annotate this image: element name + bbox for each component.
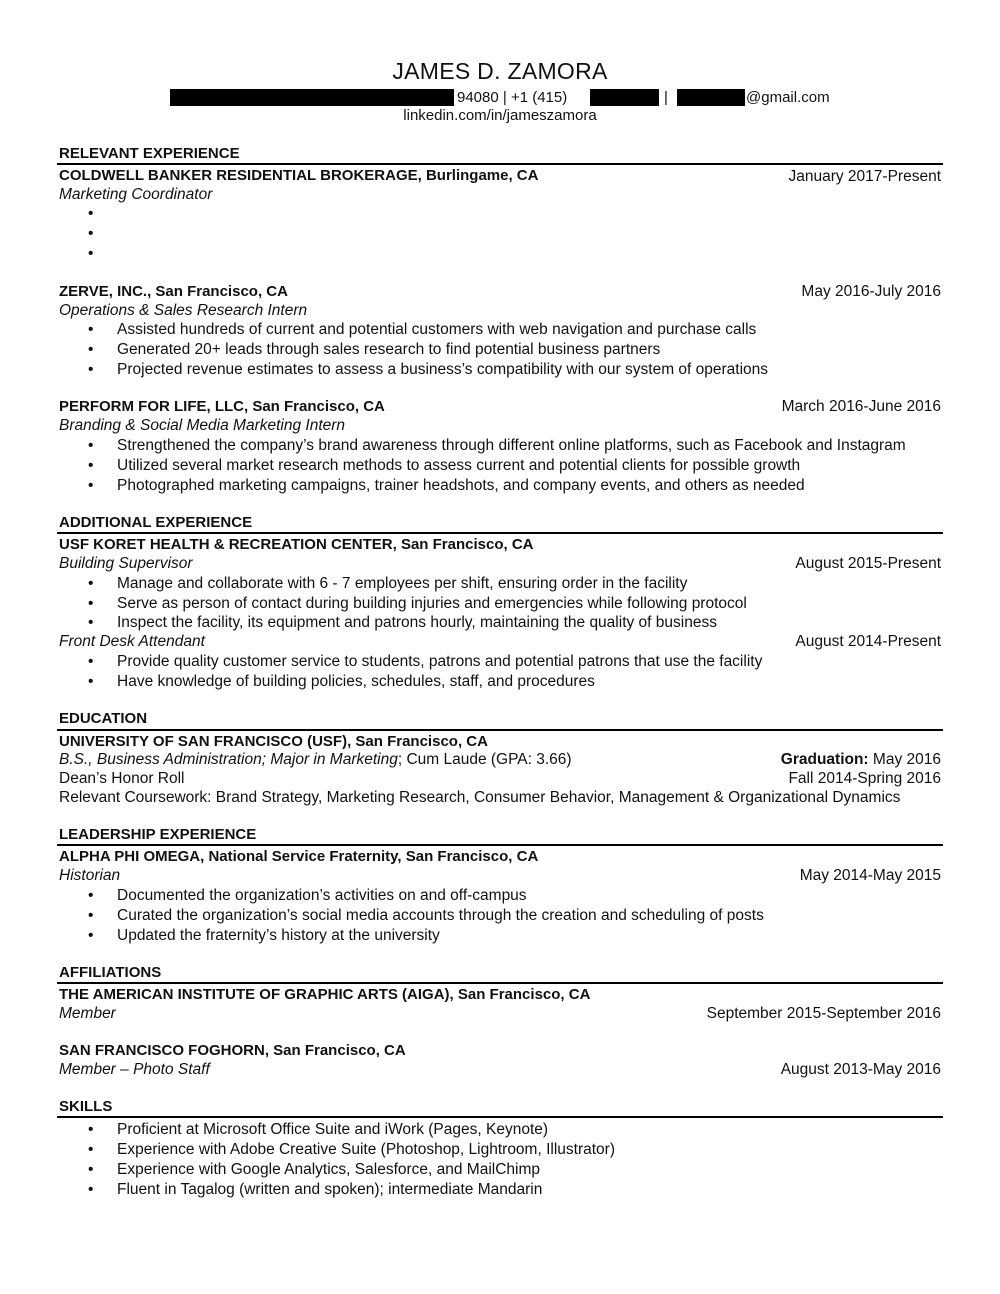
section-heading-additional: ADDITIONAL EXPERIENCE	[59, 514, 253, 531]
section-heading-leadership: LEADERSHIP EXPERIENCE	[59, 826, 257, 843]
list-item: Documented the organization’s activities on and off-campus	[117, 887, 527, 904]
section-divider	[57, 163, 943, 165]
role-building-supervisor: Building Supervisor	[59, 555, 193, 572]
resume-name: JAMES D. ZAMORA	[392, 58, 608, 84]
bullet-marker: •	[88, 457, 94, 474]
date-zerve: May 2016-July 2016	[801, 283, 941, 300]
zip-phone: 94080 | +1 (415)	[457, 89, 568, 106]
list-item: Generated 20+ leads through sales research to find potential business partners	[117, 341, 661, 358]
org-usf-koret: USF KORET HEALTH & RECREATION CENTER, San Francisco, CA	[59, 536, 534, 553]
org-coldwell-banker: COLDWELL BANKER RESIDENTIAL BROKERAGE, Burlingame, CA	[59, 167, 539, 184]
list-item: Manage and collaborate with 6 - 7 employees per shift, ensuring order in the facility	[117, 575, 688, 592]
role-branding-intern: Branding & Social Media Marketing Intern	[59, 417, 346, 434]
email-suffix: @gmail.com	[746, 89, 830, 106]
section-divider	[57, 532, 943, 534]
section-heading-affiliations: AFFILIATIONS	[59, 964, 162, 981]
bullet-marker: •	[88, 1161, 94, 1178]
bullet-marker: •	[88, 1141, 94, 1158]
bullet-marker: •	[88, 205, 94, 222]
degree-line	[59, 751, 572, 769]
date-aiga: September 2015-September 2016	[706, 1005, 941, 1022]
list-item: Photographed marketing campaigns, trainer headshots, and company events, and others as needed	[117, 477, 805, 494]
graduation-value: May 2016	[872, 751, 941, 768]
role-historian: Historian	[59, 867, 121, 884]
list-item: Inspect the facility, its equipment and patrons hourly, maintaining the quality of business	[117, 614, 717, 631]
list-item: Fluent in Tagalog (written and spoken); intermediate Mandarin	[117, 1181, 543, 1198]
bullet-marker: •	[88, 361, 94, 378]
section-heading-relevant: RELEVANT EXPERIENCE	[59, 145, 240, 162]
bullet-marker: •	[88, 437, 94, 454]
degree: B.S., Business Administration; Major in Marketing	[59, 751, 398, 768]
list-item: Assisted hundreds of current and potential customers with web navigation and purchase calls	[117, 321, 757, 338]
bullet-marker: •	[88, 927, 94, 944]
list-item: Provide quality customer service to students, patrons and potential patrons that use the facility	[117, 653, 763, 670]
contact-line	[0, 89, 1000, 107]
list-item: Utilized several market research methods to assess current and potential clients for possible growth	[117, 457, 801, 474]
bullet-marker: •	[88, 341, 94, 358]
role-ops-sales-intern: Operations & Sales Research Intern	[59, 302, 308, 319]
org-usf: UNIVERSITY OF SAN FRANCISCO (USF), San Francisco, CA	[59, 733, 488, 750]
org-perform-for-life: PERFORM FOR LIFE, LLC, San Francisco, CA	[59, 398, 385, 415]
section-heading-education: EDUCATION	[59, 710, 148, 727]
list-item: Have knowledge of building policies, schedules, staff, and procedures	[117, 673, 595, 690]
org-aiga: THE AMERICAN INSTITUTE OF GRAPHIC ARTS (AIGA), San Francisco, CA	[59, 986, 591, 1003]
section-divider	[57, 729, 943, 731]
contact-separator: |	[664, 89, 668, 106]
redacted-phone	[590, 89, 659, 106]
linkedin-url: linkedin.com/in/jameszamora	[403, 107, 597, 124]
list-item: Curated the organization’s social media accounts through the creation and scheduling of posts	[117, 907, 764, 924]
section-divider	[57, 844, 943, 846]
section-divider	[57, 982, 943, 984]
list-item: Experience with Adobe Creative Suite (Photoshop, Lightroom, Illustrator)	[117, 1141, 615, 1158]
bullet-marker: •	[88, 653, 94, 670]
honors: ; Cum Laude (GPA: 3.66)	[397, 751, 572, 768]
date-historian: May 2014-May 2015	[799, 867, 941, 884]
role-front-desk: Front Desk Attendant	[59, 633, 205, 650]
org-alpha-phi-omega: ALPHA PHI OMEGA, National Service Fraternity, San Francisco, CA	[59, 848, 539, 865]
role-marketing-coordinator: Marketing Coordinator	[59, 186, 213, 203]
date-coldwell-banker: January 2017-Present	[788, 168, 941, 185]
list-item: Proficient at Microsoft Office Suite and iWork (Pages, Keynote)	[117, 1121, 549, 1138]
section-heading-skills: SKILLS	[59, 1098, 113, 1115]
date-building-supervisor: August 2015-Present	[795, 555, 941, 572]
bullet-marker: •	[88, 614, 94, 631]
deans-list-date: Fall 2014-Spring 2016	[788, 770, 941, 787]
list-item: Updated the fraternity’s history at the university	[117, 927, 440, 944]
coursework: Relevant Coursework: Brand Strategy, Marketing Research, Consumer Behavior, Management & Organizational Dynamics	[59, 789, 901, 806]
bullet-marker: •	[88, 477, 94, 494]
bullet-marker: •	[88, 907, 94, 924]
role-member: Member	[59, 1005, 116, 1022]
bullet-marker: •	[88, 595, 94, 612]
bullet-marker: •	[88, 887, 94, 904]
graduation-label: Graduation:	[780, 751, 869, 768]
bullet-marker: •	[88, 1121, 94, 1138]
section-divider	[57, 1116, 943, 1118]
date-foghorn: August 2013-May 2016	[780, 1061, 941, 1078]
bullet-marker: •	[88, 321, 94, 338]
list-item: Projected revenue estimates to assess a business’s compatibility with our system of operations	[117, 361, 769, 378]
bullet-marker: •	[88, 245, 94, 262]
deans-list: Dean’s Honor Roll	[59, 770, 185, 787]
redacted-address	[170, 89, 454, 106]
list-item: Serve as person of contact during building injuries and emergencies while following protocol	[117, 595, 747, 612]
bullet-marker: •	[88, 225, 94, 242]
redacted-email	[677, 89, 745, 106]
bullet-marker: •	[88, 673, 94, 690]
role-photo-staff: Member – Photo Staff	[59, 1061, 210, 1078]
list-item: Strengthened the company’s brand awareness through different online platforms, such as Facebook and Instagram	[117, 437, 906, 454]
list-item: Experience with Google Analytics, Salesforce, and MailChimp	[117, 1161, 541, 1178]
bullet-marker: •	[88, 1181, 94, 1198]
bullet-marker: •	[88, 575, 94, 592]
date-front-desk: August 2014-Present	[795, 633, 941, 650]
graduation-date	[781, 751, 941, 769]
org-foghorn: SAN FRANCISCO FOGHORN, San Francisco, CA	[59, 1042, 406, 1059]
date-perform-for-life: March 2016-June 2016	[781, 398, 941, 415]
org-zerve: ZERVE, INC., San Francisco, CA	[59, 283, 288, 300]
